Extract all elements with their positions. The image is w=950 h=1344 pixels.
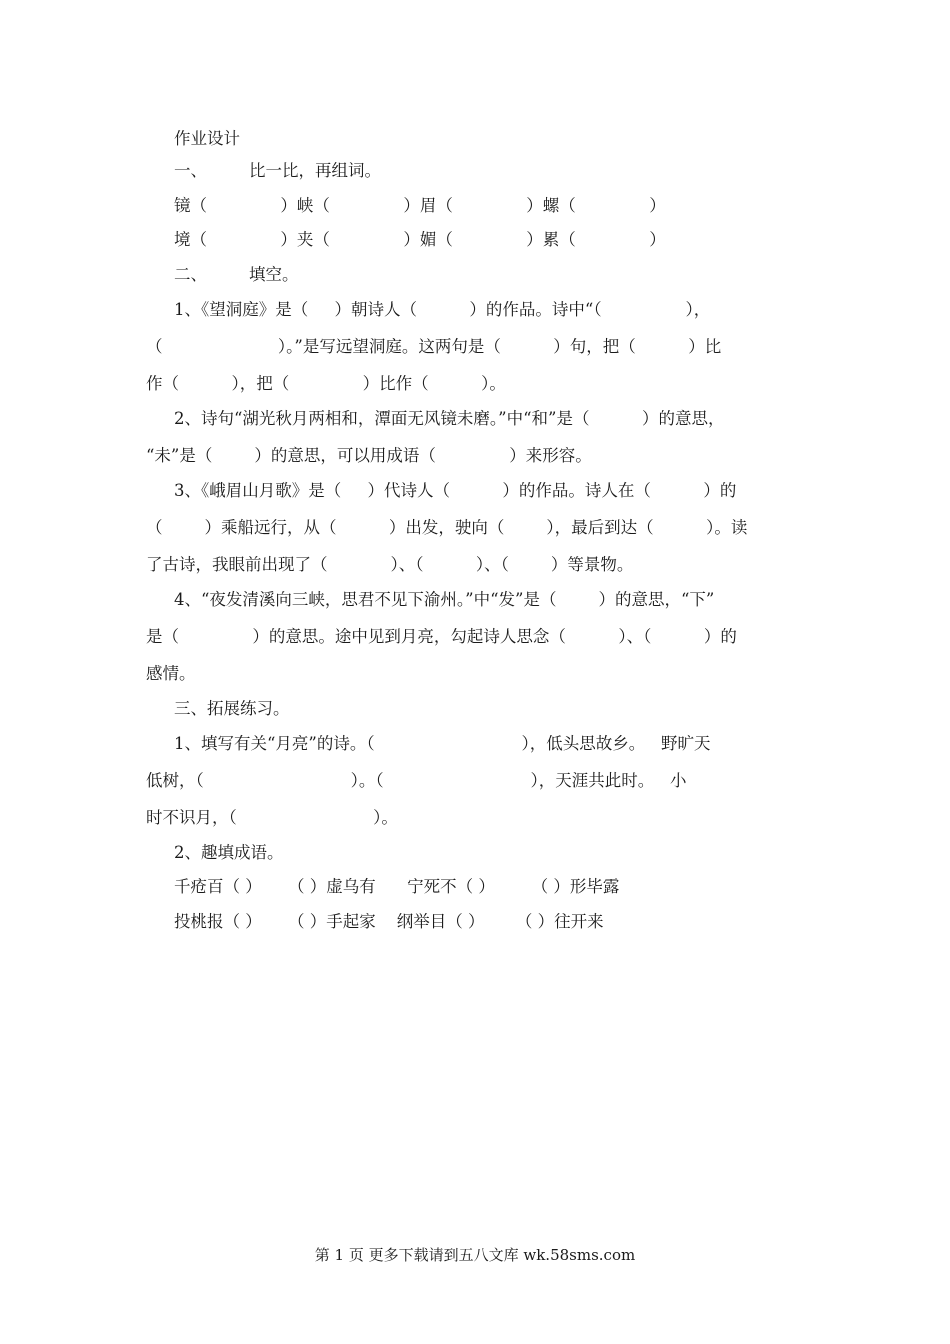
- section2-q1-line1: 1、《望洞庭》是（ ）朝诗人（ ）的作品。诗中“（ ），: [174, 300, 711, 319]
- section2-q3-line2: （ ）乘船远行，从（ ）出发，驶向（ ），最后到达（ ）。读: [146, 518, 748, 537]
- page-footer: 第 1 页 更多下载请到五八文库 wk.58sms.com: [314, 1246, 636, 1264]
- section1-row1: 镜（ ）峡（ ）眉（ ）螺（ ）: [174, 196, 666, 215]
- section2-q1-line3: 作（ ），把（ ）比作（ ）。: [146, 374, 506, 393]
- section3-q1-line2: 低树，（ ）。（ ），天涯共此时。 小: [146, 771, 687, 790]
- section3-q1-line3: 时不识月，（ ）。: [146, 808, 398, 827]
- section2-q3-line1: 3、《峨眉山月歌》是（ ）代诗人（ ）的作品。诗人在（ ）的: [174, 481, 737, 500]
- document-title: 作业设计: [174, 129, 240, 148]
- section2-q2-line2: “未”是（ ）的意思，可以用成语（ ）来形容。: [146, 446, 592, 465]
- section1-heading: 一、 比一比，再组词。: [174, 161, 381, 180]
- section2-q4-line1: 4、“夜发清溪向三峡，思君不见下渝州。”中“发”是（ ）的意思，“下”: [174, 590, 715, 609]
- section2-q1-line2: （ ）。”是写远望洞庭。这两句是（ ）句，把（ ）比: [146, 337, 722, 356]
- section2-heading: 二、 填空。: [174, 265, 299, 284]
- section1-row2: 境（ ）夹（ ）媚（ ）累（ ）: [174, 230, 666, 249]
- idioms-row1: 千疮百（ ） （ ）虚乌有 宁死不（ ） （ ）形毕露: [174, 877, 620, 896]
- section3-q1-line1: 1、填写有关“月亮”的诗。（ ），低头思故乡。 野旷天: [174, 734, 711, 753]
- section2-q2-line1: 2、诗句“湖光秋月两相和，潭面无风镜未磨。”中“和”是（ ）的意思，: [174, 409, 725, 428]
- section2-q4-line3: 感情。: [146, 664, 196, 683]
- section2-q3-line3: 了古诗，我眼前出现了（ ）、（ ）、（ ）等景物。: [146, 555, 634, 574]
- idioms-row2: 投桃报（ ） （ ）手起家 纲举目（ ） （ ）往开来: [174, 912, 604, 931]
- section3-q2-heading: 2、趣填成语。: [174, 843, 284, 862]
- section2-q4-line2: 是（ ）的意思。途中见到月亮，勾起诗人思念（ ）、（ ）的: [146, 627, 737, 646]
- section3-heading: 三、拓展练习。: [174, 699, 290, 718]
